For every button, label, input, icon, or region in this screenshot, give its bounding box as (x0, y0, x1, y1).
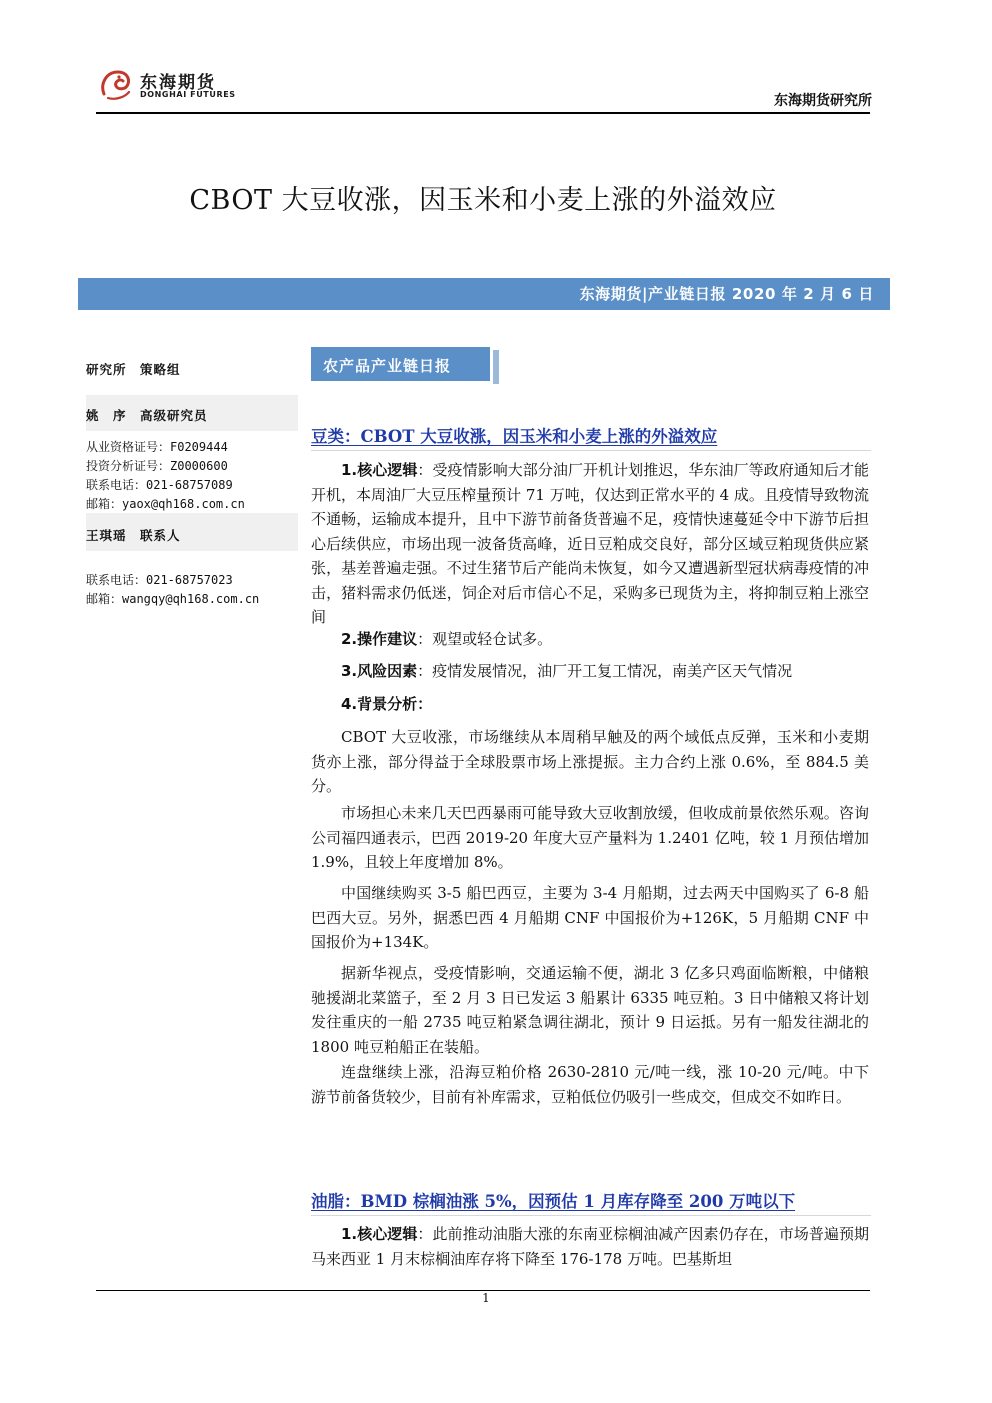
analyst1-name: 姚 序 高级研究员 (86, 408, 208, 423)
background-label: 4.背景分析： (341, 695, 433, 713)
logo-english-text: DONGHAI FUTURES (140, 90, 236, 99)
background-para-3: 中国继续购买 3-5 船巴西豆，主要为 3-4 月船期，过去两天中国购买了 6-8 船巴西大豆。另外，据悉巴西 4 月船期 CNF 中国报价为+126K，5 月船期 CNF 中国报价为+134K。 (311, 884, 869, 951)
section1-rule (311, 450, 871, 451)
analyst2-email[interactable]: 邮箱：wangqy@qh168.com.cn (86, 592, 260, 606)
analyst1-email[interactable]: 邮箱：yaox@qh168.com.cn (86, 497, 245, 511)
analyst1-qualification: 从业资格证号：F0209444 (86, 440, 228, 454)
risk-label: 3.风险因素 (341, 662, 418, 680)
tab-shadow (493, 350, 499, 384)
sidebar-dept: 研究所 策略组 (86, 362, 181, 377)
logo-chinese-text: 东海期货 (140, 73, 216, 93)
section1-background-label (311, 692, 869, 717)
page-number: 1 (482, 1291, 490, 1305)
section1-heading[interactable]: 豆类：CBOT 大豆收涨，因玉米和小麦上涨的外溢效应 (311, 427, 718, 446)
report-title: CBOT 大豆收涨，因玉米和小麦上涨的外溢效应 (189, 185, 777, 216)
section2-core-logic-text: ：此前推动油脂大涨的东南亚棕榈油减产因素仍存在，市场普遍预期马来西亚 1 月末棕榈油库存将下降至 176-178 万吨。巴基斯坦 (311, 1225, 869, 1268)
background-para-1: CBOT 大豆收涨，市场继续从本周稍早触及的两个域低点反弹，玉米和小麦期货亦上涨，部分得益于全球股票市场上涨提振。主力合约上涨 0.6%，至 884.5 美分。 (311, 728, 869, 795)
institute-name: 东海期货研究所 (774, 93, 872, 109)
section1-risk (311, 659, 869, 684)
background-para-5: 连盘继续上涨，沿海豆粕价格 2630-2810 元/吨一线，涨 10-20 元/吨。中下游节前备货较少，目前有补库需求，豆粕低位仍吸引一些成交，但成交不如昨日。 (311, 1063, 869, 1106)
section2-rule (311, 1215, 871, 1216)
report-banner (78, 278, 890, 310)
suggestion-text: ：观望或轻仓试多。 (417, 630, 553, 648)
background-para-4: 据新华视点，受疫情影响，交通运输不便，湖北 3 亿多只鸡面临断粮，中储粮驰援湖北菜篮子，至 2 月 3 日已发运 3 船累计 6335 吨豆粕。3 日中储粮又将计划发往重庆的一船 2735 吨豆粕紧急调往湖北，预计 9 日运抵。另有一船发往湖北的 1800 吨豆粕船正在装船。 (311, 964, 869, 1056)
section2-heading[interactable]: 油脂：BMD 棕榈油涨 5%，因预估 1 月库存降至 200 万吨以下 (311, 1192, 796, 1211)
analyst1-phone: 联系电话：021-68757089 (86, 478, 233, 492)
company-logo (96, 64, 236, 108)
analyst2-name: 王琪瑶 联系人 (86, 528, 181, 543)
section-tab (311, 347, 490, 381)
analyst2-phone: 联系电话：021-68757023 (86, 573, 233, 587)
core-logic-label: 1.核心逻辑 (341, 461, 418, 479)
header-rule (96, 112, 870, 114)
risk-text: ：疫情发展情况，油厂开工复工情况，南美产区天气情况 (417, 662, 793, 680)
background-para-2: 市场担心未来几天巴西暴雨可能导致大豆收割放缓，但收成前景依然乐观。咨询公司福四通表示，巴西 2019-20 年度大豆产量料为 1.2401 亿吨，较 1 月预估增加 1.9%，且较上年度增加 8%。 (311, 804, 869, 871)
tab-label: 农产品产业链日报 (323, 357, 452, 375)
core-logic-text: ：受疫情影响大部分油厂开机计划推迟，华东油厂等政府通知后才能开机，本周油厂大豆压榨量预计 71 万吨，仅达到正常水平的 4 成。且疫情导致物流不通畅，运输成本提升，且中下游节前备货普遍不足，疫情快速蔓延令中下游节后担心后续供应，市场出现一波备货高峰，近日豆粕成交良好，部分区域豆粕现货供应紧张，基差普遍走强。不过生猪节后产能尚未恢复，如今又遭遇新型冠状病毒疫情的冲击，猪料需求仍低迷，饲企对后市信心不足，采购多已现货为主，将抑制豆粕上涨空间 (311, 461, 869, 626)
suggestion-label: 2.操作建议 (341, 630, 418, 648)
section1-core-logic (311, 458, 869, 630)
section2-core-logic-label: 1.核心逻辑 (341, 1225, 418, 1243)
section2-core-logic (311, 1222, 869, 1271)
analyst1-invest-license: 投资分析证号：Z0000600 (86, 459, 228, 473)
dragon-logo-icon (96, 64, 136, 104)
section1-suggestion (311, 627, 869, 652)
banner-text: 东海期货|产业链日报 2020 年 2 月 6 日 (579, 285, 874, 303)
